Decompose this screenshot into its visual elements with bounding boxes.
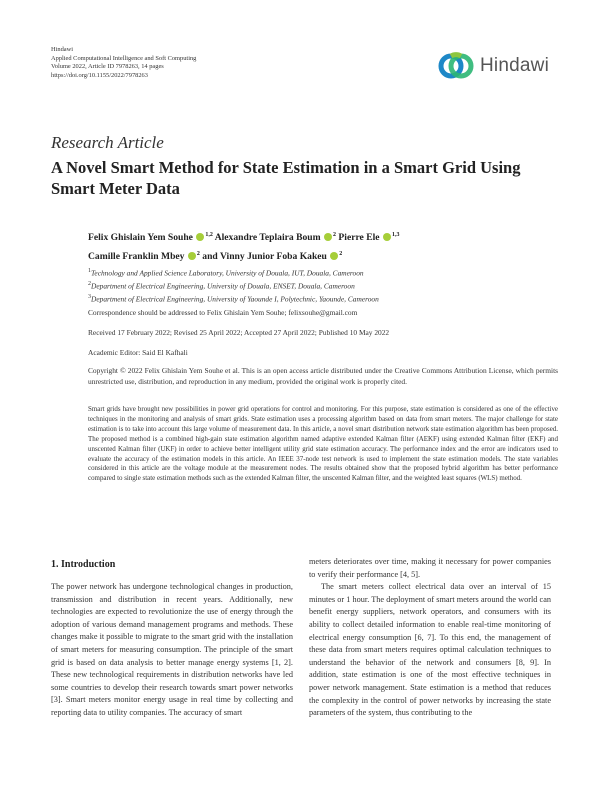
author-name: Camille Franklin Mbey bbox=[88, 251, 185, 263]
journal-header bbox=[51, 46, 196, 80]
correspondence: Correspondence should be addressed to Felix Ghislain Yem Souhe; felixsouhe@gmail.com bbox=[88, 308, 358, 317]
author-affiliation-sup: 2 bbox=[196, 251, 200, 258]
author-name: Vinny Junior Foba Kakeu bbox=[219, 251, 327, 263]
author-name: Felix Ghislain Yem Souhe bbox=[88, 232, 193, 244]
orcid-icon[interactable] bbox=[188, 252, 196, 260]
author-name: Pierre Ele bbox=[338, 232, 380, 244]
author-affiliation-sup: 2 bbox=[339, 251, 343, 258]
hindawi-logo-text: Hindawi bbox=[480, 55, 549, 76]
hindawi-logo[interactable] bbox=[436, 46, 554, 86]
author-affiliation-sup: 1,3 bbox=[391, 232, 400, 238]
orcid-icon[interactable] bbox=[383, 233, 391, 241]
journal-name: Applied Computational Intelligence and Soft Computing bbox=[51, 54, 197, 62]
author-affiliation-sup: 1,2 bbox=[205, 232, 213, 238]
author-name: Alexandre Teplaira Boum bbox=[214, 232, 321, 244]
volume-info: Volume 2022, Article ID 7978263, 14 pages bbox=[51, 63, 164, 71]
paragraph: meters deteriorates over time, making it necessary for power companies to verify their performance [4, 5]. bbox=[309, 557, 551, 579]
right-column bbox=[309, 556, 551, 720]
left-column bbox=[51, 581, 293, 720]
affiliation-item: $^3$Department of Electrical Engineering, University of Yaounde I, Polytechnic, Yaounde, Cameroon bbox=[88, 293, 379, 304]
article-type: Research Article bbox=[51, 133, 164, 152]
article-dates: Received 17 February 2022; Revised 25 April 2022; Accepted 27 April 2022; Published 10 May 2022 bbox=[88, 328, 390, 337]
orcid-icon[interactable] bbox=[324, 233, 332, 241]
academic-editor: Academic Editor: Said El Kafhali bbox=[88, 348, 188, 357]
affiliation-item: $^1$Technology and Applied Science Laboratory, University of Douala, IUT, Douala, Cameroon bbox=[88, 268, 364, 278]
paragraph: The smart meters collect electrical data over an interval of 15 minutes or 1 hour. The deployment of smart meters around the world can benefit energy suppliers, network operators, and consumers with its ability to collect detailed information to enable real-time monitoring of electrical energy consumption [6, 7]. To this end, the management of these data from smart meters requires optimal calculation techniques to understand the behavior of the network and consumers [8, 9]. In addition, state estimation is one of the most effective techniques in power network management. State estimation is a method that reduces the complexity in the control of power networks by increasing the state parameters of the system, thus contributing to the bbox=[309, 582, 551, 718]
publisher-name: Hindawi bbox=[51, 46, 74, 53]
orcid-icon[interactable] bbox=[196, 233, 204, 241]
hindawi-logo-icon bbox=[436, 46, 476, 86]
doi-link[interactable]: https://doi.org/10.1155/2022/7978263 bbox=[51, 71, 148, 79]
author-affiliation-sup: 2 bbox=[333, 232, 337, 238]
section-heading: 1. Introduction bbox=[51, 559, 116, 570]
and-word: and bbox=[202, 251, 218, 263]
abstract: Smart grids have brought new possibilities in power grid operations for control and monitoring. For this purpose, state estimation is considered as one of the effective techniques in the monitoring and analysis of smart grids. State estimation uses a processing algorithm based on data from smart meters. The major challenge for state estimation is to take into account this large volume of measurement data. In this article, a novel smart distribution network state estimation algorithm has been proposed. The proposed method is a combined high-gain state estimation algorithm named adaptive extended Kalman filter (AEKF) using extended Kalman filter (EKF) and unscented Kalman filter (UKF) in order to achieve better intelligent utility grid state estimation accuracy. The performance index and the error are indicators used to evaluate the accuracy of the estimation models in this article. An IEEE 37-node test network is used to implement the state estimation models. The state variables considered in this article are the voltage module at the measurement nodes. The results obtained show that the proposed hybrid algorithm has better performance compared to single state estimation methods such as the extended Kalman filter, the unscented Kalman filter, and the weighted least squares (WLS) method. bbox=[88, 405, 558, 483]
copyright-notice: Copyright © 2022 Felix Ghislain Yem Souhe et al. This is an open access article distributed under the Creative Commons Attribution License, which permits unrestricted use, distribution, and reproduction in any medium, provided the original work is properly cited. bbox=[88, 366, 558, 386]
orcid-icon[interactable] bbox=[330, 252, 338, 260]
paragraph: The power network has undergone technological changes in production, transmission and distribution in recent years. Additionally, new technologies are expected to revolutionize the use of energy through the adoption of various demand management programs and methods. These changes make it possible to migrate to the smart grid with the installation of smart meters for measuring consumption. The principle of the smart grid is based on data analysis to better manage energy systems [1, 2]. These new technological requirements in distribution networks have led some countries to develop their research towards smart power networks [3]. Smart meters monitor energy usage in real time by collecting and reporting data to utility companies. The accuracy of smart bbox=[51, 582, 293, 717]
affiliations bbox=[88, 266, 558, 305]
author-list bbox=[88, 227, 558, 265]
article-title: A Novel Smart Method for State Estimation in a Smart Grid Using Smart Meter Data bbox=[51, 158, 521, 198]
affiliation-item: $^2$Department of Electrical Engineering, University of Douala, ENSET, Douala, Cameroon bbox=[88, 280, 355, 291]
